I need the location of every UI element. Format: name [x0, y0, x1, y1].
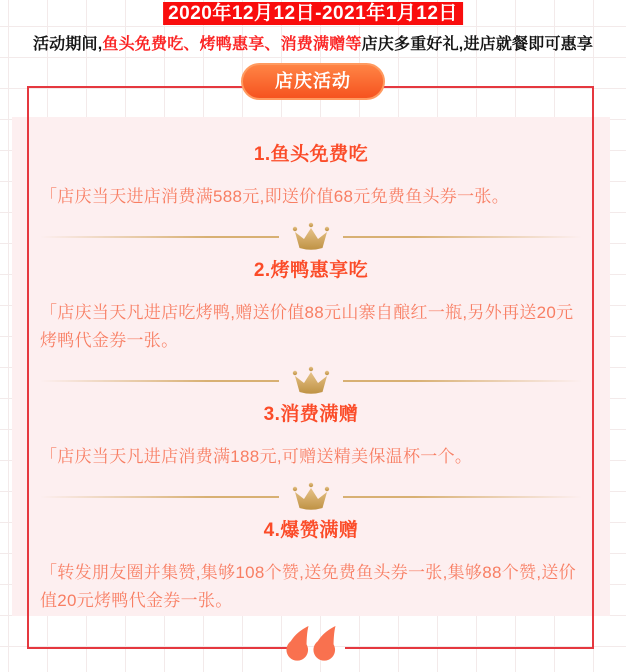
section-body-1: 「店庆当天进店消费满588元,即送价值68元免费鱼头券一张。 [40, 187, 509, 206]
section-body-2: 「店庆当天凡进店吃烤鸭,赠送价值88元山寨自酿红一瓶,另外再送20元烤鸭代金券一张。 [40, 303, 574, 350]
section-title-4: 4.爆赞满赠 [263, 520, 359, 541]
section-title-3: 3.消费满赠 [263, 404, 359, 425]
date-banner: 2020年12月12日-2021年1月12日 [163, 2, 463, 25]
section-title-1: 1.鱼头免费吃 [253, 144, 369, 165]
frame-bottom-left-segment [27, 647, 288, 649]
subtitle [0, 31, 626, 54]
subtitle-prefix: 活动期间, [32, 36, 103, 53]
section-body-3: 「店庆当天凡进店消费满188元,可赠送精美保温杯一个。 [40, 447, 473, 466]
subtitle-suffix: 店庆多重好礼,进店就餐即可惠享 [361, 36, 594, 53]
promo-frame-border [27, 86, 594, 648]
event-title-badge: 店庆活动 [241, 63, 385, 100]
frame-bottom-right-segment [345, 647, 594, 649]
section-title-2: 2.烤鸭惠享吃 [253, 260, 369, 281]
subtitle-highlight: 鱼头免费吃、烤鸭惠享、消费满赠等 [102, 36, 362, 53]
quote-icon [286, 626, 340, 662]
section-body-4: 「转发朋友圈并集赞,集够108个赞,送免费鱼头券一张,集够88个赞,送价值20元烤鸭代金券一张。 [40, 563, 576, 610]
